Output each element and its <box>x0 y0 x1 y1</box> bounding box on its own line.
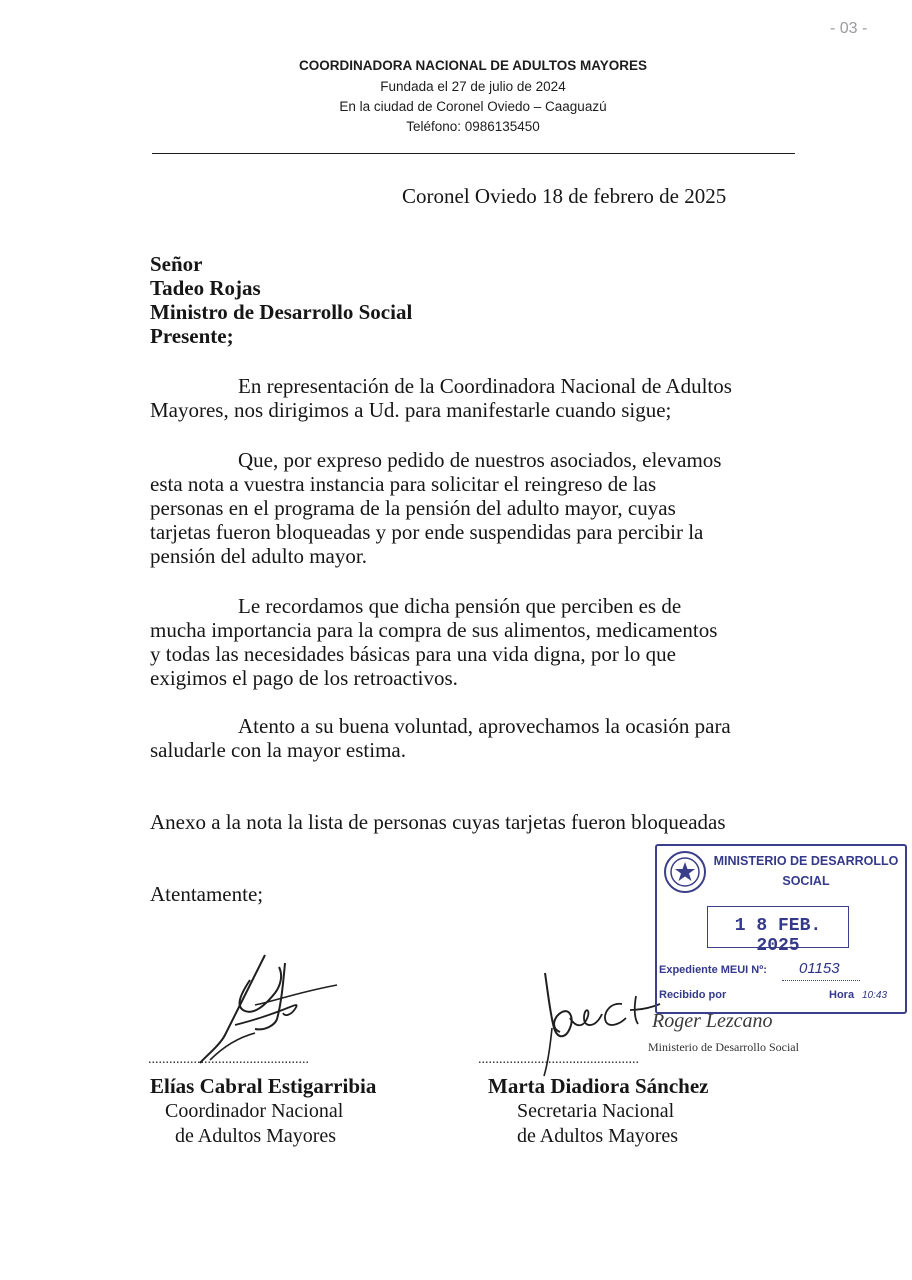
stamp-hour-value: 10:43 <box>862 990 888 1001</box>
letterhead-city: En la ciudad de Coronel Oviedo – Caaguazú <box>339 99 607 114</box>
paragraph-line: Mayores, nos dirigimos a Ud. para manifestarle cuando sigue; <box>150 398 672 422</box>
addressee-name: Tadeo Rojas <box>150 276 261 300</box>
letterhead-phone: Teléfono: 0986135450 <box>406 119 540 134</box>
letterhead-title: COORDINADORA NACIONAL DE ADULTOS MAYORES <box>298 58 648 73</box>
paragraph-line: pensión del adulto mayor. <box>150 544 367 568</box>
stamp-expediente-label: Expediente MEUI Nº: <box>659 964 767 976</box>
stamp-received-label: Recibido por <box>659 989 727 1001</box>
paragraph-line: personas en el programa de la pensión del adulto mayor, cuyas <box>150 496 676 520</box>
paragraph-line: exigimos el pago de los retroactivos. <box>150 666 458 690</box>
paragraph-2 <box>150 448 721 568</box>
letterhead-divider <box>152 153 795 154</box>
stamp-institution-line2: SOCIAL <box>782 874 830 888</box>
signature-1-name: Elías Cabral Estigarribia <box>150 1074 377 1098</box>
farewell: Atentamente; <box>150 882 264 906</box>
paragraph-line: Atento a su buena voluntad, aprovechamos la ocasión para <box>238 714 731 738</box>
date-line: Coronel Oviedo 18 de febrero de 2025 <box>402 184 727 208</box>
annex-note: Anexo a la nota la lista de personas cuyas tarjetas fueron bloqueadas <box>150 810 726 834</box>
paragraph-line: mucha importancia para la compra de sus alimentos, medicamentos <box>150 618 718 642</box>
stamp-institution-line1: MINISTERIO DE DESARROLLO <box>713 854 899 868</box>
addressee-closing: Presente; <box>150 324 234 348</box>
addressee-salutation: Señor <box>150 252 203 276</box>
stamp-expediente-underline <box>782 980 860 981</box>
reception-stamp <box>655 844 907 1014</box>
signature-2-role-line2: de Adultos Mayores <box>517 1125 679 1147</box>
letterhead-founded: Fundada el 27 de julio de 2024 <box>380 79 566 94</box>
signature-1-role-line1: Coordinador Nacional <box>165 1100 344 1122</box>
stamp-date: 1 8 FEB. 2025 <box>734 916 822 956</box>
paragraph-line: tarjetas fueron bloqueadas y por ende suspendidas para percibir la <box>150 520 704 544</box>
paraguay-seal-icon <box>663 850 707 894</box>
signature-2-name: Marta Diadiora Sánchez <box>488 1074 709 1098</box>
signature-1-role-line2: de Adultos Mayores <box>175 1125 337 1147</box>
paragraph-line: Le recordamos que dicha pensión que perciben es de <box>238 594 682 618</box>
paragraph-3 <box>150 594 717 690</box>
stamp-expediente-value: 01153 <box>799 960 840 977</box>
paragraph-line: Que, por expreso pedido de nuestros asociados, elevamos <box>238 448 722 472</box>
signature-2-line: .............................................. <box>478 1052 639 1067</box>
stamp-date-box <box>707 906 849 956</box>
paragraph-line: esta nota a vuestra instancia para solicitar el reingreso de las <box>150 472 657 496</box>
signature-1-line: .............................................. <box>148 1052 309 1067</box>
paragraph-4 <box>150 714 731 762</box>
receiver-office: Ministerio de Desarrollo Social <box>648 1040 799 1054</box>
addressee-position: Ministro de Desarrollo Social <box>150 300 413 324</box>
paragraph-line: En representación de la Coordinadora Nacional de Adultos <box>238 374 732 398</box>
paragraph-line: saludarle con la mayor estima. <box>150 738 406 762</box>
receiver-name: Roger Lezcano <box>652 1010 773 1032</box>
signature-1-handwriting <box>195 945 345 1065</box>
paragraph-1 <box>150 374 732 422</box>
stamp-hour-label: Hora <box>829 989 855 1001</box>
addressee-block <box>150 252 412 348</box>
paragraph-line: y todas las necesidades básicas para una vida digna, por lo que <box>150 642 676 666</box>
page-number-mark: - 03 - <box>830 20 868 37</box>
signature-2-role-line1: Secretaria Nacional <box>517 1100 675 1122</box>
